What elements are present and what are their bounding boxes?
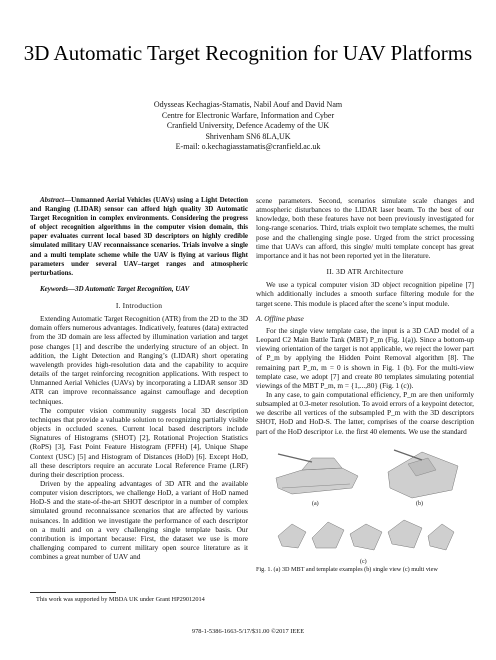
subsection-heading-offline: A. Offline phase [256, 313, 304, 323]
figure-label-b: (b) [416, 500, 423, 507]
intro-paragraph-1: Extending Automatic Target Recognition (ATR) from the 2D to the 3D domain offers numerous advantages. Indicatively, features (data) extracted from the 3D domain are less affected by illumination variation and target pose changes [1] and describe the underlying structure of an object. In addition, the Light Detection and Ranging’s (LIDAR) short operating wavelength provides high-resolution data and the capability to acquire details of the target reinforcing recognition applications. With respect to Unmanned Aerial Vehicles (UAVs) by incorporating a LIDAR sensor 3D ATR can improve reconnaissance against camouflage and deception techniques. [30, 314, 248, 406]
author-names: Odysseas Kechagias-Stamatis, Nabil Aouf and David Nam [153, 100, 343, 109]
section-heading-architecture: II. 3D ATR Architecture [326, 267, 404, 277]
continued-paragraph: scene parameters. Second, scenarios simulate scale changes and atmospheric disturbances to the LIDAR laser beam. To the best of our knowledge, both these features have not been previously investigated for long-range scenarios. Third, trials exploit two template schemes, the multi pose and the challenging single pose. Urged from the strict processing time that UAVs can afford, this single/ multi template concept has great importance and it has not been reported yet in the literature. [256, 196, 474, 260]
abstract-text: —Unmanned Aerial Vehicles (UAVs) using a Light Detection and Ranging (LIDAR) sensor can afford high quality 3D Automatic Target Recognition in complex environments. Considering the progress of object recognition algorithms in the computer vision domain, this paper evaluates current local based 3D descriptors on highly credible simulated military UAV reconnaissance scenarios. Trials involve a single and a multi template scheme while the UAV is flying at various flight parameters under several UAV–target ranges and atmospheric perturbations. [30, 196, 248, 277]
intro-paragraph-2: The computer vision community suggests local 3D description techniques that provide a valuable solution to recognizing partially visible objects in occluded scenes. Current local based descriptors include Signatures of Histograms (SHOT) [2], Rotational Projection Statistics (RoPS) [3], Fast Point Feature Histogram (FPFH) [4], Unique Shape Context (USC) [5] and Histogram of Distances (HoD) [6]. Except HoD, all these descriptors require an accurate Local Reference Frame (LRF) during their description process. [30, 405, 248, 479]
figure-label-c: (c) [360, 558, 367, 565]
abstract-lead: Abstract [40, 196, 65, 204]
author-block [0, 100, 496, 153]
keywords [30, 285, 248, 294]
multi-view-templates-image [276, 514, 456, 558]
offline-paragraph-2: In any case, to gain computational efficiency, P_m are then uniformly subsampled at 0.3-meter resolution. To avoid errors of a keypoint detector, we describe all vertices of the subsampled P_m with the 3D descriptors SHOT, HoD and HoD-S. The latter, comprises of the coarse description part of the HoD descriptor i.e. the first 40 elements. We use the standard [256, 389, 474, 436]
paper-title: 3D Automatic Target Recognition for UAV Platforms [23, 41, 473, 65]
tank-model-image [272, 448, 360, 498]
architecture-paragraph-1: We use a typical computer vision 3D object recognition pipeline [7] which additionally includes a smooth surface filtering module for the target scene. This module is placed after the scene’s input module. [256, 280, 474, 308]
keywords-text: —3D Automatic Target Recognition, UAV [68, 284, 190, 293]
single-view-template-image [382, 446, 462, 502]
page-footer-id: 978-1-5386-1663-5/17/$31.00 ©2017 IEEE [191, 628, 305, 635]
footnote-rule [30, 592, 116, 593]
affiliation-line-2: Cranfield University, Defence Academy of the UK [166, 121, 330, 131]
affiliation-line-1: Centre for Electronic Warfare, Information and Cyber [161, 110, 335, 120]
figure-label-a: (a) [312, 500, 319, 507]
left-column [30, 196, 248, 561]
abstract [30, 196, 248, 278]
figure-caption: Fig. 1. (a) 3D MBT and template examples (b) single view (c) multi view [256, 565, 438, 573]
right-column [256, 196, 474, 574]
section-heading-introduction: I. Introduction [115, 301, 163, 310]
figure-1 [256, 444, 474, 566]
intro-paragraph-3: Driven by the appealing advantages of 3D ATR and the available computer vision descriptors, we challenge HoD, a variant of HoD named HoD-S and the state-of-the-art SHOT descriptor in a number of complex simulated ground reconnaissance scenarios that are affected by various nuisances. In addition we investigate the performance of each descriptor on a multi and on a very challenging single template basis. Our contribution is important because: First, the dataset we use is more challenging compared to current military open source literature as it combines a great number of UAV and [30, 478, 248, 562]
author-email: E-mail: o.kechagiasstamatis@cranfield.ac.uk [175, 142, 321, 152]
offline-paragraph-1: For the single view template case, the input is a 3D CAD model of a Leopard C2 Main Battle Tank (MBT) P_m (Fig. 1(a)). Since a bottom-up viewing orientation of the target is not applicable, we reject the lower part of P_m by applying the Hidden Point Removal algorithm [8]. The remaining part P_m, m = 0 is shown in Fig. 1 (b). For the multi-view template case, we adopt [7] and create 80 templates simulating potential viewings of the MBT P_m, m = {1,...,80} (Fig. 1 (c)). [256, 325, 474, 390]
keywords-lead: Keywords [40, 284, 68, 293]
footnote: This work was supported by MBDA UK under Grant HP29012014 [36, 596, 205, 603]
affiliation-line-3: Shrivenham SN6 8LA,UK [205, 131, 291, 141]
